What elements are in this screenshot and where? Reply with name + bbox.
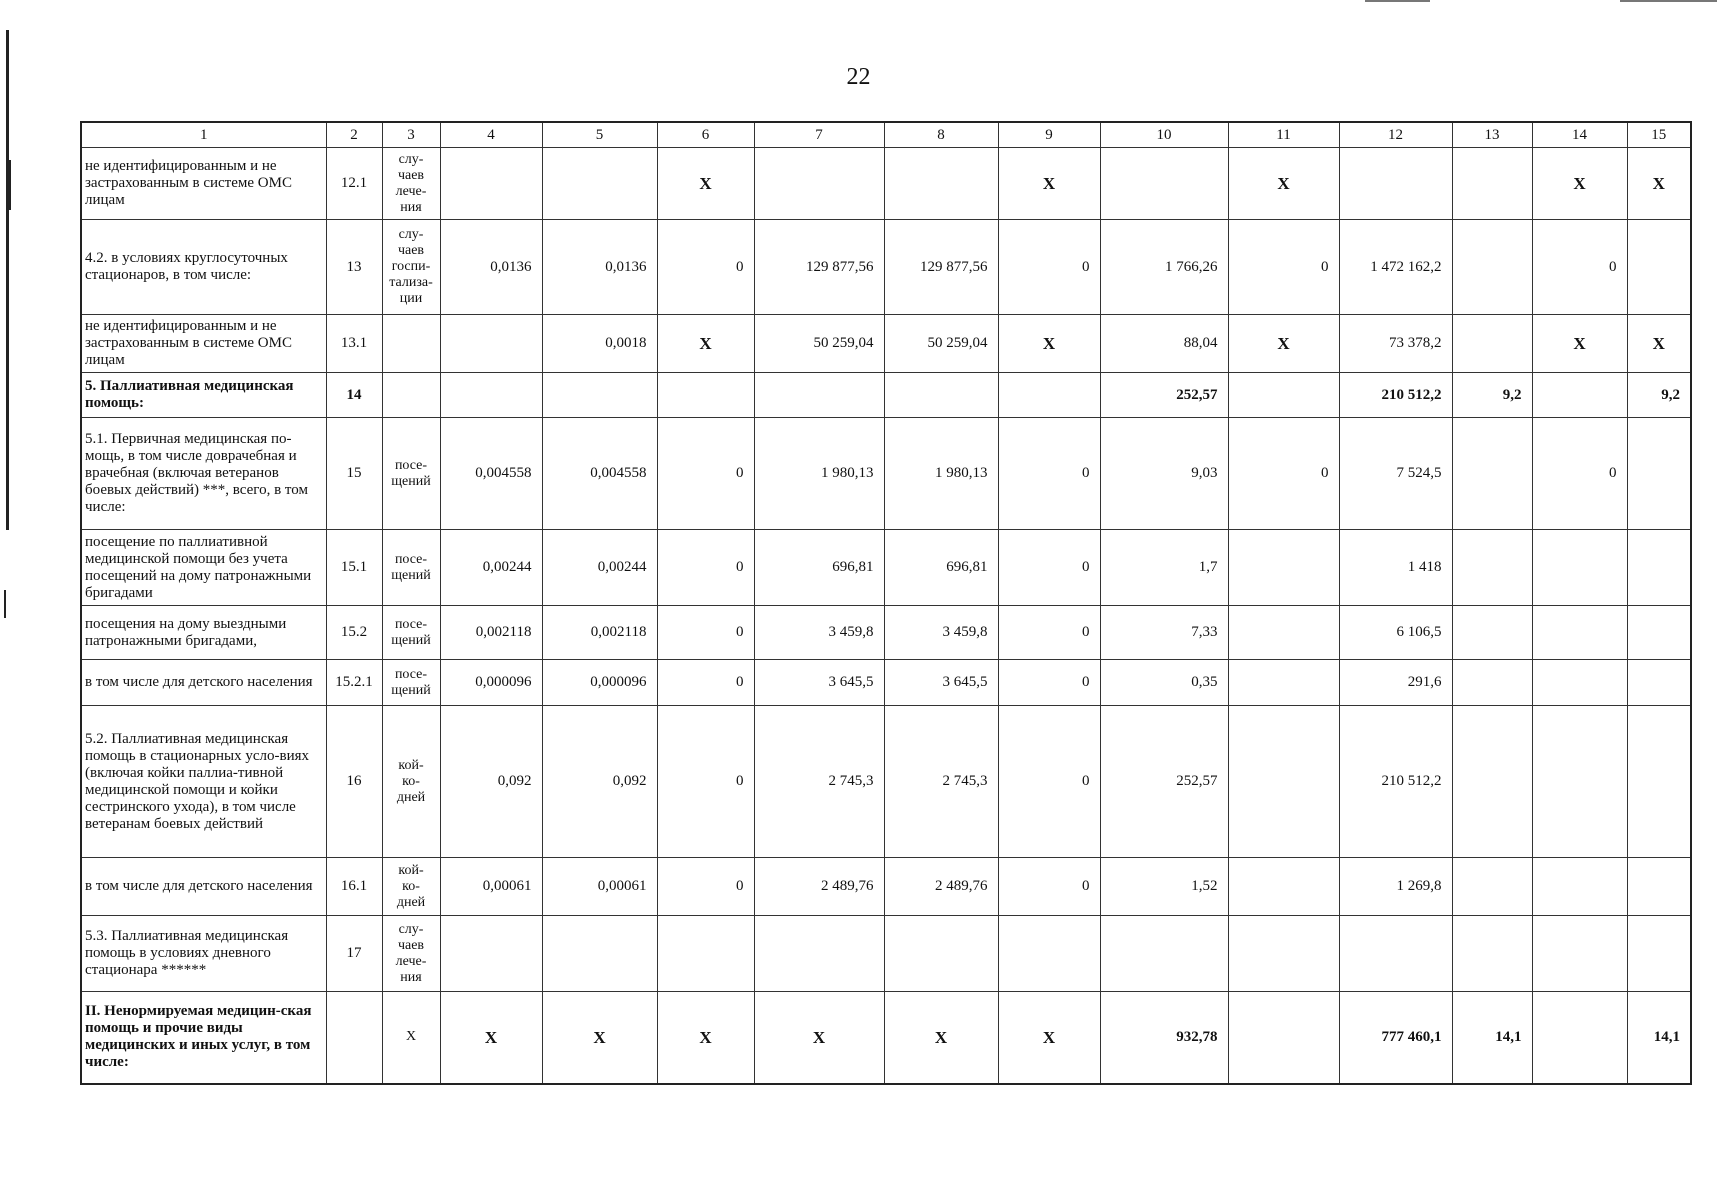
unit-cell: X <box>382 992 440 1084</box>
empty-cell <box>1452 220 1532 315</box>
value-cell: 0,00061 <box>542 858 657 916</box>
value-cell: 129 877,56 <box>754 220 884 315</box>
x-mark-cell: X <box>1228 315 1339 373</box>
empty-cell <box>1452 418 1532 530</box>
value-cell: 88,04 <box>1100 315 1228 373</box>
value-cell: 0,35 <box>1100 660 1228 706</box>
empty-cell <box>1627 418 1691 530</box>
value-cell: 0 <box>998 858 1100 916</box>
row-code-cell <box>326 992 382 1084</box>
value-cell: 1 980,13 <box>884 418 998 530</box>
empty-cell <box>1452 706 1532 858</box>
value-cell: 0 <box>998 660 1100 706</box>
table-row <box>81 315 1691 373</box>
empty-cell <box>1627 606 1691 660</box>
value-cell: 0,0136 <box>542 220 657 315</box>
value-cell: 0 <box>998 706 1100 858</box>
empty-cell <box>657 373 754 418</box>
empty-cell <box>754 148 884 220</box>
column-number: 9 <box>998 122 1100 148</box>
empty-cell <box>1339 148 1452 220</box>
value-cell: 2 745,3 <box>884 706 998 858</box>
column-number: 14 <box>1532 122 1627 148</box>
column-number: 2 <box>326 122 382 148</box>
value-cell: 0 <box>998 606 1100 660</box>
column-number: 15 <box>1627 122 1691 148</box>
empty-cell <box>998 916 1100 992</box>
value-cell: 696,81 <box>754 530 884 606</box>
x-mark-cell: X <box>657 992 754 1084</box>
empty-cell <box>884 148 998 220</box>
x-mark-cell: X <box>440 992 542 1084</box>
value-cell: 1 418 <box>1339 530 1452 606</box>
column-number: 10 <box>1100 122 1228 148</box>
column-number: 3 <box>382 122 440 148</box>
table-row <box>81 530 1691 606</box>
empty-cell <box>884 916 998 992</box>
value-cell: 7,33 <box>1100 606 1228 660</box>
table-row <box>81 148 1691 220</box>
empty-cell <box>754 916 884 992</box>
empty-cell <box>884 373 998 418</box>
value-cell: 2 489,76 <box>884 858 998 916</box>
page-number: 22 <box>846 64 871 90</box>
empty-cell <box>1228 530 1339 606</box>
unit-cell: посе- щений <box>382 660 440 706</box>
empty-cell <box>1627 660 1691 706</box>
empty-cell <box>1532 373 1627 418</box>
value-cell: 210 512,2 <box>1339 373 1452 418</box>
value-cell: 0 <box>657 706 754 858</box>
empty-cell <box>1228 660 1339 706</box>
value-cell: 3 645,5 <box>754 660 884 706</box>
empty-cell <box>1627 916 1691 992</box>
value-cell: 0,00061 <box>440 858 542 916</box>
value-cell: 3 645,5 <box>884 660 998 706</box>
value-cell: 0,000096 <box>542 660 657 706</box>
x-mark-cell: X <box>754 992 884 1084</box>
empty-cell <box>1228 606 1339 660</box>
row-code-cell: 15.2.1 <box>326 660 382 706</box>
empty-cell <box>440 916 542 992</box>
value-cell: 1 980,13 <box>754 418 884 530</box>
column-number: 7 <box>754 122 884 148</box>
value-cell: 252,57 <box>1100 373 1228 418</box>
empty-cell <box>440 148 542 220</box>
value-cell: 9,03 <box>1100 418 1228 530</box>
value-cell: 0,002118 <box>542 606 657 660</box>
value-cell: 0 <box>1228 220 1339 315</box>
value-cell: 0 <box>657 418 754 530</box>
empty-cell <box>1452 858 1532 916</box>
table-header-row <box>81 122 1691 148</box>
row-code-cell: 15.1 <box>326 530 382 606</box>
value-cell: 1,7 <box>1100 530 1228 606</box>
row-title-cell: 4.2. в условиях круглосуточных стационаров, в том числе: <box>81 220 326 315</box>
empty-cell <box>1452 660 1532 706</box>
empty-cell <box>1532 530 1627 606</box>
table-row <box>81 373 1691 418</box>
table-row <box>81 916 1691 992</box>
x-mark-cell: X <box>657 315 754 373</box>
value-cell: 0,002118 <box>440 606 542 660</box>
row-title-cell: не идентифицированным и не застрахованным в системе ОМС лицам <box>81 148 326 220</box>
table-row <box>81 858 1691 916</box>
row-title-cell: 5.1. Первичная медицинская по-мощь, в том числе доврачебная и врачебная (включая ветеранов боевых действий) ***, всего, в том числе: <box>81 418 326 530</box>
x-mark-cell: X <box>1627 315 1691 373</box>
column-number: 1 <box>81 122 326 148</box>
value-cell: 0 <box>657 220 754 315</box>
row-title-cell: не идентифицированным и не застрахованным в системе ОМС лицам <box>81 315 326 373</box>
row-title-cell: 5.3. Паллиативная медицинская помощь в условиях дневного стационара ****** <box>81 916 326 992</box>
unit-cell: посе- щений <box>382 418 440 530</box>
scan-top-mark <box>1365 0 1430 2</box>
unit-cell <box>382 373 440 418</box>
empty-cell <box>1452 530 1532 606</box>
value-cell: 0,00244 <box>440 530 542 606</box>
table-row <box>81 606 1691 660</box>
empty-cell <box>1452 916 1532 992</box>
value-cell: 3 459,8 <box>884 606 998 660</box>
row-code-cell: 14 <box>326 373 382 418</box>
value-cell: 1 766,26 <box>1100 220 1228 315</box>
row-code-cell: 13.1 <box>326 315 382 373</box>
empty-cell <box>542 373 657 418</box>
scan-edge-mark <box>6 160 11 210</box>
row-code-cell: 13 <box>326 220 382 315</box>
value-cell: 0 <box>998 530 1100 606</box>
value-cell: 0 <box>657 660 754 706</box>
empty-cell <box>1532 858 1627 916</box>
empty-cell <box>754 373 884 418</box>
value-cell: 0,004558 <box>440 418 542 530</box>
value-cell: 0,00244 <box>542 530 657 606</box>
unit-cell: слу- чаев госпи- тализа- ции <box>382 220 440 315</box>
value-cell: 0,092 <box>542 706 657 858</box>
empty-cell <box>440 315 542 373</box>
value-cell: 696,81 <box>884 530 998 606</box>
column-number: 8 <box>884 122 998 148</box>
row-title-cell: 5. Паллиативная медицинская помощь: <box>81 373 326 418</box>
unit-cell: слу- чаев лече- ния <box>382 916 440 992</box>
column-number: 13 <box>1452 122 1532 148</box>
unit-cell: слу- чаев лече- ния <box>382 148 440 220</box>
row-code-cell: 16.1 <box>326 858 382 916</box>
value-cell: 932,78 <box>1100 992 1228 1084</box>
row-title-cell: посещение по паллиативной медицинской помощи без учета посещений на дому патронажными бригадами <box>81 530 326 606</box>
value-cell: 50 259,04 <box>754 315 884 373</box>
x-mark-cell: X <box>998 315 1100 373</box>
row-code-cell: 15.2 <box>326 606 382 660</box>
value-cell: 9,2 <box>1452 373 1532 418</box>
empty-cell <box>1532 706 1627 858</box>
empty-cell <box>998 373 1100 418</box>
empty-cell <box>1532 992 1627 1084</box>
empty-cell <box>1627 220 1691 315</box>
empty-cell <box>1627 706 1691 858</box>
row-title-cell: в том числе для детского населения <box>81 858 326 916</box>
row-title-cell: в том числе для детского населения <box>81 660 326 706</box>
scan-edge-mark <box>6 30 9 530</box>
value-cell: 0,0018 <box>542 315 657 373</box>
value-cell: 0,0136 <box>440 220 542 315</box>
table-row <box>81 660 1691 706</box>
column-number: 12 <box>1339 122 1452 148</box>
empty-cell <box>657 916 754 992</box>
value-cell: 2 745,3 <box>754 706 884 858</box>
value-cell: 210 512,2 <box>1339 706 1452 858</box>
column-number: 5 <box>542 122 657 148</box>
row-code-cell: 16 <box>326 706 382 858</box>
empty-cell <box>1532 916 1627 992</box>
empty-cell <box>1228 706 1339 858</box>
empty-cell <box>1452 315 1532 373</box>
empty-cell <box>1100 916 1228 992</box>
unit-cell: посе- щений <box>382 606 440 660</box>
empty-cell <box>1627 858 1691 916</box>
value-cell: 129 877,56 <box>884 220 998 315</box>
value-cell: 14,1 <box>1452 992 1532 1084</box>
table-row <box>81 992 1691 1084</box>
value-cell: 777 460,1 <box>1339 992 1452 1084</box>
table-row <box>81 418 1691 530</box>
x-mark-cell: X <box>1532 315 1627 373</box>
row-title-cell: II. Ненормируемая медицин-ская помощь и прочие виды медицинских и иных услуг, в том числе: <box>81 992 326 1084</box>
empty-cell <box>1228 858 1339 916</box>
x-mark-cell: X <box>1627 148 1691 220</box>
empty-cell <box>542 916 657 992</box>
value-cell: 0,000096 <box>440 660 542 706</box>
value-cell: 0,004558 <box>542 418 657 530</box>
unit-cell: посе- щений <box>382 530 440 606</box>
empty-cell <box>1339 916 1452 992</box>
value-cell: 9,2 <box>1627 373 1691 418</box>
value-cell: 14,1 <box>1627 992 1691 1084</box>
column-number: 11 <box>1228 122 1339 148</box>
value-cell: 7 524,5 <box>1339 418 1452 530</box>
x-mark-cell: X <box>998 148 1100 220</box>
empty-cell <box>1452 148 1532 220</box>
value-cell: 291,6 <box>1339 660 1452 706</box>
row-code-cell: 17 <box>326 916 382 992</box>
row-code-cell: 12.1 <box>326 148 382 220</box>
value-cell: 0 <box>1532 418 1627 530</box>
empty-cell <box>1228 916 1339 992</box>
x-mark-cell: X <box>998 992 1100 1084</box>
value-cell: 0,092 <box>440 706 542 858</box>
table-row <box>81 706 1691 858</box>
empty-cell <box>1452 606 1532 660</box>
x-mark-cell: X <box>657 148 754 220</box>
value-cell: 2 489,76 <box>754 858 884 916</box>
empty-cell <box>1100 148 1228 220</box>
value-cell: 73 378,2 <box>1339 315 1452 373</box>
empty-cell <box>440 373 542 418</box>
empty-cell <box>1532 660 1627 706</box>
unit-cell: кой- ко- дней <box>382 858 440 916</box>
value-cell: 0 <box>657 606 754 660</box>
table-row <box>81 220 1691 315</box>
x-mark-cell: X <box>1228 148 1339 220</box>
empty-cell <box>1532 606 1627 660</box>
value-cell: 6 106,5 <box>1339 606 1452 660</box>
value-cell: 1,52 <box>1100 858 1228 916</box>
value-cell: 0 <box>998 418 1100 530</box>
x-mark-cell: X <box>1532 148 1627 220</box>
value-cell: 0 <box>657 530 754 606</box>
column-number: 4 <box>440 122 542 148</box>
row-title-cell: посещения на дому выездными патронажными бригадами, <box>81 606 326 660</box>
row-code-cell: 15 <box>326 418 382 530</box>
value-cell: 0 <box>998 220 1100 315</box>
value-cell: 0 <box>1532 220 1627 315</box>
scan-top-mark <box>1620 0 1717 2</box>
empty-cell <box>542 148 657 220</box>
value-cell: 3 459,8 <box>754 606 884 660</box>
column-number: 6 <box>657 122 754 148</box>
unit-cell: кой- ко- дней <box>382 706 440 858</box>
value-cell: 252,57 <box>1100 706 1228 858</box>
value-cell: 1 269,8 <box>1339 858 1452 916</box>
value-cell: 50 259,04 <box>884 315 998 373</box>
value-cell: 0 <box>1228 418 1339 530</box>
unit-cell <box>382 315 440 373</box>
empty-cell <box>1627 530 1691 606</box>
x-mark-cell: X <box>542 992 657 1084</box>
row-title-cell: 5.2. Паллиативная медицинская помощь в стационарных усло-виях (включая койки паллиа-тивной медицинской помощи и койки сестринского ухода), в том числе ветеранам боевых действий <box>81 706 326 858</box>
data-table <box>80 121 1692 1085</box>
scan-edge-mark <box>4 590 6 618</box>
x-mark-cell: X <box>884 992 998 1084</box>
empty-cell <box>1228 992 1339 1084</box>
value-cell: 1 472 162,2 <box>1339 220 1452 315</box>
empty-cell <box>1228 373 1339 418</box>
value-cell: 0 <box>657 858 754 916</box>
